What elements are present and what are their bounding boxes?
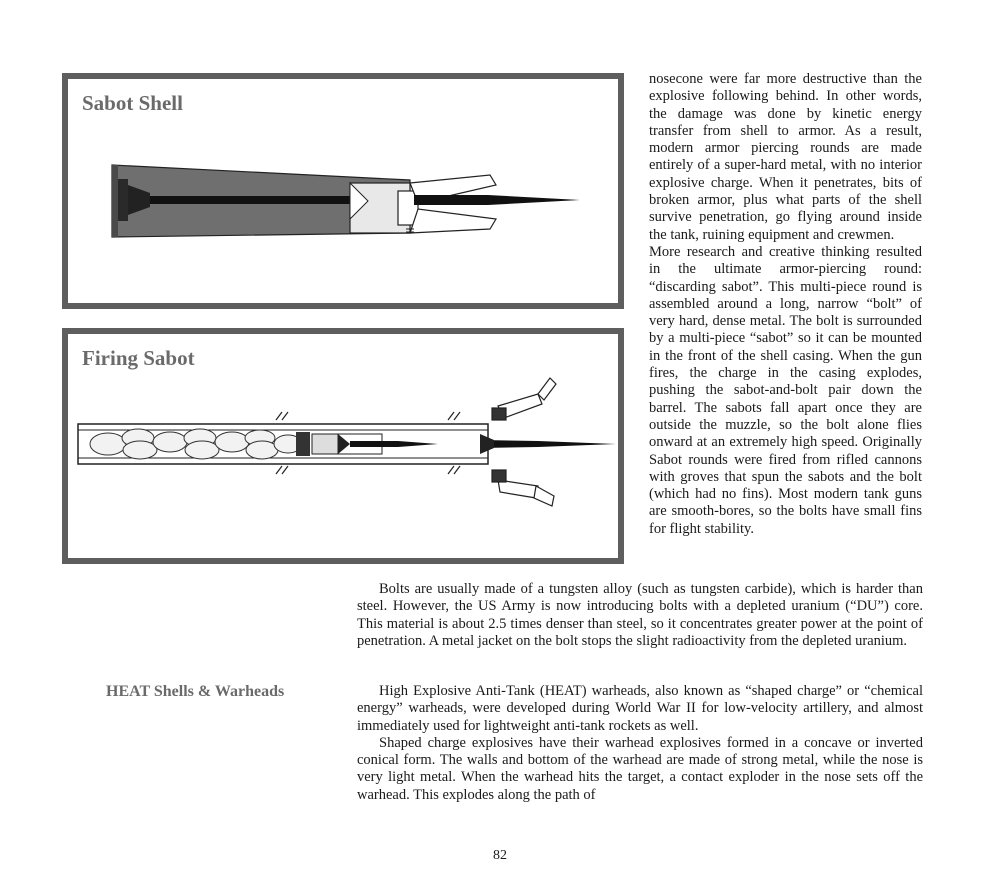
figure-title: Firing Sabot: [82, 346, 195, 370]
paragraph: Bolts are usually made of a tungsten alloy (such as tungsten carbide), which is harder than steel. However, the US Army is now introducing bolts with a depleted uranium (“DU”) core. This material is about 2.5 times denser than steel, so it concentrates greater power at the point of penetration. A metal jacket on the bolt stops the slight radioactivity from the depleted uranium.: [357, 581, 923, 649]
paragraph: nosecone were far more destructive than the explosive following behind. In other words, the damage was done by kinetic energy transfer from shell to armor. As a result, modern armor piercing rounds are made entirely of a super-hard metal, with no interior explosive charge. When it penetrates, bits of broken armor, plus what parts of the shell survive penetration, go flying around inside the tank, ruining equipment and crewmen.: [649, 71, 922, 243]
page-number: 82: [493, 848, 507, 863]
heat-section-text: [357, 683, 923, 804]
sabot-shell-illustration: [68, 79, 618, 303]
right-column-text: [649, 71, 922, 538]
figure-sabot-shell: [62, 73, 624, 309]
bolts-paragraph-block: [357, 581, 923, 650]
section-heading: HEAT Shells & Warheads: [106, 683, 285, 700]
firing-sabot-illustration: [68, 334, 618, 558]
figure-title: Sabot Shell: [82, 91, 183, 115]
paragraph: Shaped charge explosives have their warhead explosives formed in a concave or inverted conical form. The walls and bottom of the warhead are made of strong metal, while the nose is very light metal. When the warhead hits the target, a contact exploder in the nose sets off the warhead. This explodes along the path of: [357, 734, 923, 803]
paragraph: More research and creative thinking resulted in the ultimate armor-piercing round: “discarding sabot”. This multi-piece round is assembled around a long, narrow “bolt” of very hard, dense metal. The bolt is surrounded by a multi-piece “sabot” so it can be mounted in the front of the shell casing. When the gun fires, the charge in the casing explodes, pushing the sabot-and-bolt pair down the barrel. The sabots fall apart once they are outside the muzzle, so the bolt alone flies onward at an extremely high speed. Originally Sabot rounds were fired from rifled cannons with groves that spun the sabots and the bolt (which had no fins). Most modern tank guns are smooth-bores, so the bolts have small fins for flight stability.: [649, 243, 922, 537]
figure-firing-sabot: [62, 328, 624, 564]
paragraph: High Explosive Anti-Tank (HEAT) warheads, also known as “shaped charge” or “chemical energy” warheads, were developed during World War II for low-velocity artillery, and almost immediately used for lightweight anti-tank rockets as well.: [357, 683, 923, 734]
